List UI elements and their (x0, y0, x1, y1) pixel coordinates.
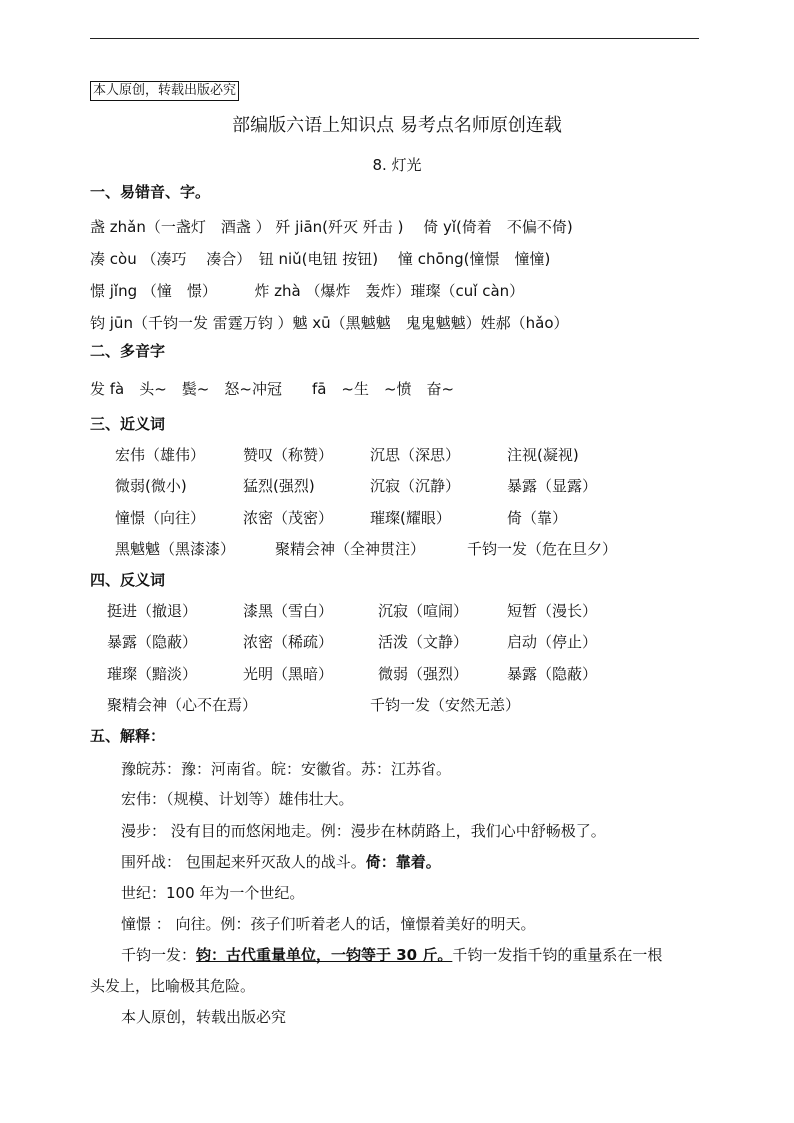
section-heading-antonyms: 四、反义词 (90, 571, 166, 589)
explanation-item: 世纪：100 年为一个世纪。 (121, 884, 305, 902)
synonym-item: 猛烈(强烈) (243, 477, 315, 495)
explanation-continuation: 头发上，比喻极其危险。 (90, 977, 256, 995)
section-heading-polyphone: 二、多音字 (90, 342, 166, 360)
pronunciation-line: 盏 zhǎn（一盏灯 酒盏 ） 歼 jiān(歼灭 歼击 ) 倚 yǐ(倚着 不偏不倚) (90, 218, 573, 236)
section-heading-synonyms: 三、近义词 (90, 415, 166, 433)
synonym-item: 沉寂（沉静） (370, 477, 461, 495)
explanation-item: 宏伟：（规模、计划等）雄伟壮大。 (121, 790, 354, 808)
synonym-item: 微弱(微小) (115, 477, 187, 495)
synonym-item: 浓密（茂密） (243, 509, 334, 527)
explanation-label: 千钧一发： (121, 946, 197, 964)
explanation-item (121, 853, 441, 871)
synonym-item: 黑魆魆（黑漆漆） (115, 540, 236, 558)
antonym-item: 启动（停止） (507, 633, 598, 651)
antonym-item: 聚精会神（心不在焉） (107, 696, 258, 714)
synonym-item: 注视(凝视) (507, 446, 579, 464)
explanation-item: 漫步： 没有目的而悠闲地走。例：漫步在林荫路上，我们心中舒畅极了。 (121, 822, 606, 840)
synonym-item: 暴露（显露） (507, 477, 598, 495)
antonym-item: 短暂（漫长） (507, 602, 598, 620)
explanation-item: 豫皖苏：豫：河南省。皖：安徽省。苏：江苏省。 (121, 760, 452, 778)
antonym-item: 活泼（文静） (378, 633, 469, 651)
explanation-text: 围歼战： 包围起来歼灭敌人的战斗。 (121, 853, 366, 871)
explanation-item: 憧憬 ： 向往。例：孩子们听着老人的话，憧憬着美好的明天。 (121, 915, 536, 933)
antonym-item: 挺进（撤退） (107, 602, 198, 620)
explanation-item (121, 946, 662, 964)
antonym-item: 微弱（强烈） (378, 665, 469, 683)
antonym-item: 沉寂（喧闹） (378, 602, 469, 620)
antonym-item: 暴露（隐蔽） (507, 665, 598, 683)
header-rule (90, 38, 699, 39)
synonym-item: 聚精会神（全神贯注） (275, 540, 426, 558)
synonym-item: 憧憬（向往） (115, 509, 206, 527)
lesson-title: 8. 灯光 (372, 156, 422, 174)
antonym-item: 暴露（隐蔽） (107, 633, 198, 651)
synonym-item: 赞叹（称赞） (243, 446, 334, 464)
pronunciation-line: 憬 jǐng （憧 憬） 炸 zhà （爆炸 轰炸）璀璨（cuǐ càn） (90, 282, 525, 300)
synonym-item: 沉思（深思） (370, 446, 461, 464)
synonym-item: 璀璨(耀眼） (370, 509, 451, 527)
section-heading-explanations: 五、解释： (90, 727, 166, 745)
synonym-item: 倚（靠） (507, 509, 568, 527)
explanation-underlined: 钧：古代重量单位，一钧等于 30 斤。 (196, 946, 453, 964)
polyphone-line: 发 fà 头~ 鬓~ 怒~冲冠 fā ~生 ~愤 奋~ (90, 380, 455, 398)
antonym-item: 千钧一发（安然无恙） (370, 696, 521, 714)
section-heading-pronunciation: 一、易错音、字。 (90, 183, 211, 201)
synonym-item: 千钧一发（危在旦夕） (467, 540, 618, 558)
explanation-bold: 倚：靠着。 (365, 853, 441, 871)
page-title: 部编版六语上知识点 易考点名师原创连载 (232, 115, 562, 136)
explanation-text: 千钧一发指千钧的重量系在一根 (452, 946, 663, 964)
copyright-stamp: 本人原创，转载出版必究 (90, 81, 239, 101)
pronunciation-line: 钧 jūn（千钧一发 雷霆万钧 ）魆 xū（黑魆魆 鬼鬼魆魆）姓郝（hǎo） (90, 314, 569, 332)
antonym-item: 璀璨（黯淡） (107, 665, 198, 683)
antonym-item: 漆黑（雪白） (243, 602, 334, 620)
footer-copyright: 本人原创，转载出版必究 (121, 1008, 287, 1026)
antonym-item: 光明（黑暗） (243, 665, 334, 683)
synonym-item: 宏伟（雄伟） (115, 446, 206, 464)
antonym-item: 浓密（稀疏） (243, 633, 334, 651)
pronunciation-line: 凑 còu （凑巧 凑合） 钮 niǔ(电钮 按钮) 憧 chōng(憧憬 憧憧) (90, 250, 551, 268)
